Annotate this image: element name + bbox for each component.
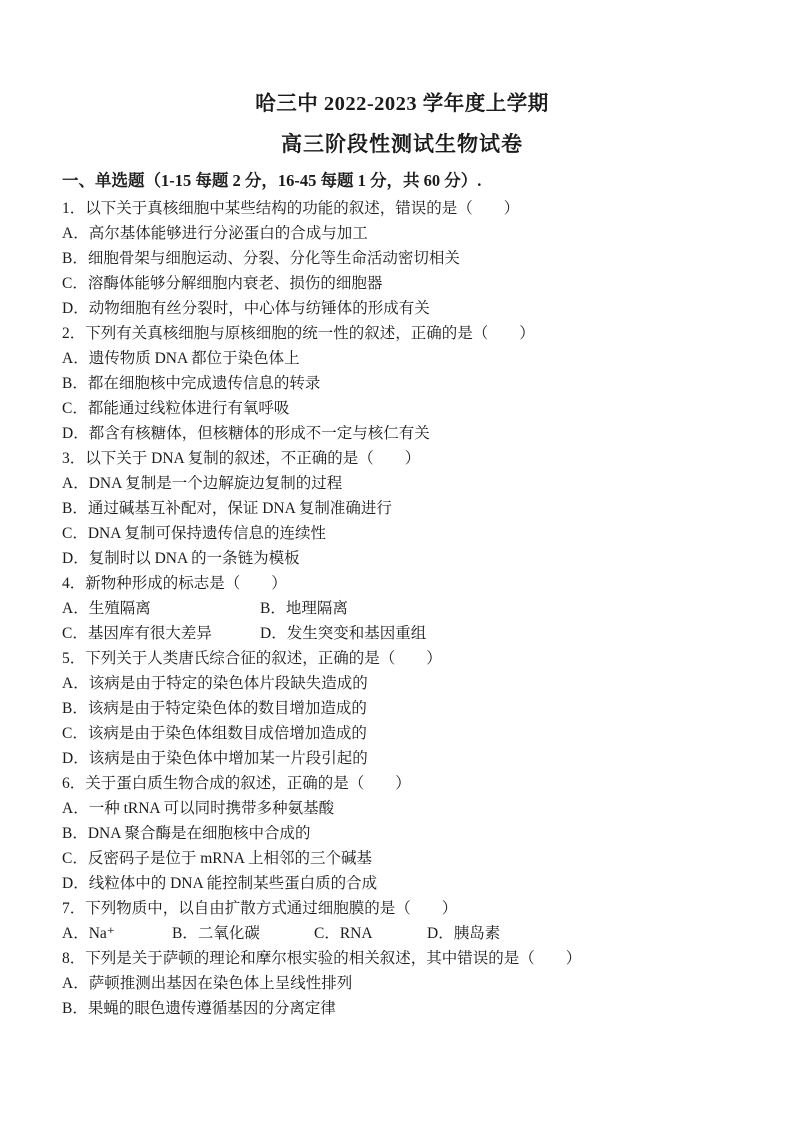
question-3-option-c: C．DNA 复制可保持遗传信息的连续性 [62, 525, 326, 542]
question-6-stem: 6．关于蛋白质生物合成的叙述，正确的是（ ） [62, 775, 411, 792]
question-3-option-b: B．通过碱基互补配对，保证 DNA 复制准确进行 [62, 500, 392, 517]
question-7-option-a: A．Na⁺ [62, 925, 115, 942]
question-5-stem: 5．下列关于人类唐氏综合征的叙述，正确的是（ ） [62, 650, 442, 667]
questions-list [62, 196, 742, 1021]
question-5-option-b: B．该病是由于特定染色体的数目增加造成的 [62, 700, 367, 717]
question-5 [62, 646, 742, 771]
question-6-option-b: B．DNA 聚合酶是在细胞核中合成的 [62, 825, 311, 842]
question-6-option-d: D．线粒体中的 DNA 能控制某些蛋白质的合成 [62, 875, 378, 892]
question-7-options-row [62, 921, 742, 946]
question-5-option-a: A．该病是由于特定的染色体片段缺失造成的 [62, 675, 368, 692]
question-8-option-b: B．果蝇的眼色遗传遵循基因的分离定律 [62, 1000, 336, 1017]
question-6 [62, 771, 742, 896]
question-6-option-c: C．反密码子是位于 mRNA 上相邻的三个碱基 [62, 850, 373, 867]
question-7-stem: 7．下列物质中，以自由扩散方式通过细胞膜的是（ ） [62, 900, 458, 917]
question-4-stem: 4．新物种形成的标志是（ ） [62, 575, 287, 592]
question-4-option-c: C．基因库有很大差异 [62, 625, 212, 642]
section-heading: 一、单选题（1-15 每题 2 分，16-45 每题 1 分，共 60 分）. [62, 171, 482, 190]
question-8 [62, 946, 742, 1021]
question-1 [62, 196, 742, 321]
exam-title: 哈三中 2022-2023 学年度上学期 [255, 93, 549, 115]
question-1-option-b: B．细胞骨架与细胞运动、分裂、分化等生命活动密切相关 [62, 250, 460, 267]
question-7 [62, 896, 742, 946]
question-5-option-d: D．该病是由于染色体中增加某一片段引起的 [62, 750, 368, 767]
question-3 [62, 446, 742, 571]
question-6-option-a: A．一种 tRNA 可以同时携带多种氨基酸 [62, 800, 335, 817]
question-3-stem: 3．以下关于 DNA 复制的叙述，不正确的是（ ） [62, 450, 421, 467]
question-2-option-a: A．遗传物质 DNA 都位于染色体上 [62, 350, 300, 367]
question-4-option-a: A．生殖隔离 [62, 600, 151, 617]
question-3-option-a: A．DNA 复制是一个边解旋边复制的过程 [62, 475, 343, 492]
question-2-option-d: D．都含有核糖体，但核糖体的形成不一定与核仁有关 [62, 425, 430, 442]
question-2-stem: 2．下列有关真核细胞与原核细胞的统一性的叙述，正确的是（ ） [62, 325, 535, 342]
question-7-option-b: B．二氧化碳 [172, 925, 260, 942]
question-1-stem: 1．以下关于真核细胞中某些结构的功能的叙述，错误的是（ ） [62, 200, 520, 217]
question-2-option-c: C．都能通过线粒体进行有氧呼吸 [62, 400, 290, 417]
question-8-stem: 8．下列是关于萨顿的理论和摩尔根实验的相关叙述，其中错误的是（ ） [62, 950, 582, 967]
question-4-options-row-2 [62, 621, 742, 646]
question-2-option-b: B．都在细胞核中完成遗传信息的转录 [62, 375, 321, 392]
question-4 [62, 571, 742, 646]
question-7-option-d: D．胰岛素 [427, 925, 501, 942]
question-5-option-c: C．该病是由于染色体组数目成倍增加造成的 [62, 725, 367, 742]
question-4-options-row-1 [62, 596, 742, 621]
question-1-option-d: D．动物细胞有丝分裂时，中心体与纺锤体的形成有关 [62, 300, 430, 317]
question-1-option-a: A．高尔基体能够进行分泌蛋白的合成与加工 [62, 225, 368, 242]
question-7-option-c: C．RNA [314, 925, 373, 942]
question-4-option-d: D．发生突变和基因重组 [260, 625, 427, 642]
question-8-option-a: A．萨顿推测出基因在染色体上呈线性排列 [62, 975, 353, 992]
question-1-option-c: C．溶酶体能够分解细胞内衰老、损伤的细胞器 [62, 275, 383, 292]
exam-subtitle: 高三阶段性测试生物试卷 [281, 132, 523, 156]
question-2 [62, 321, 742, 446]
question-4-option-b: B．地理隔离 [260, 600, 348, 617]
question-3-option-d: D．复制时以 DNA 的一条链为模板 [62, 550, 300, 567]
